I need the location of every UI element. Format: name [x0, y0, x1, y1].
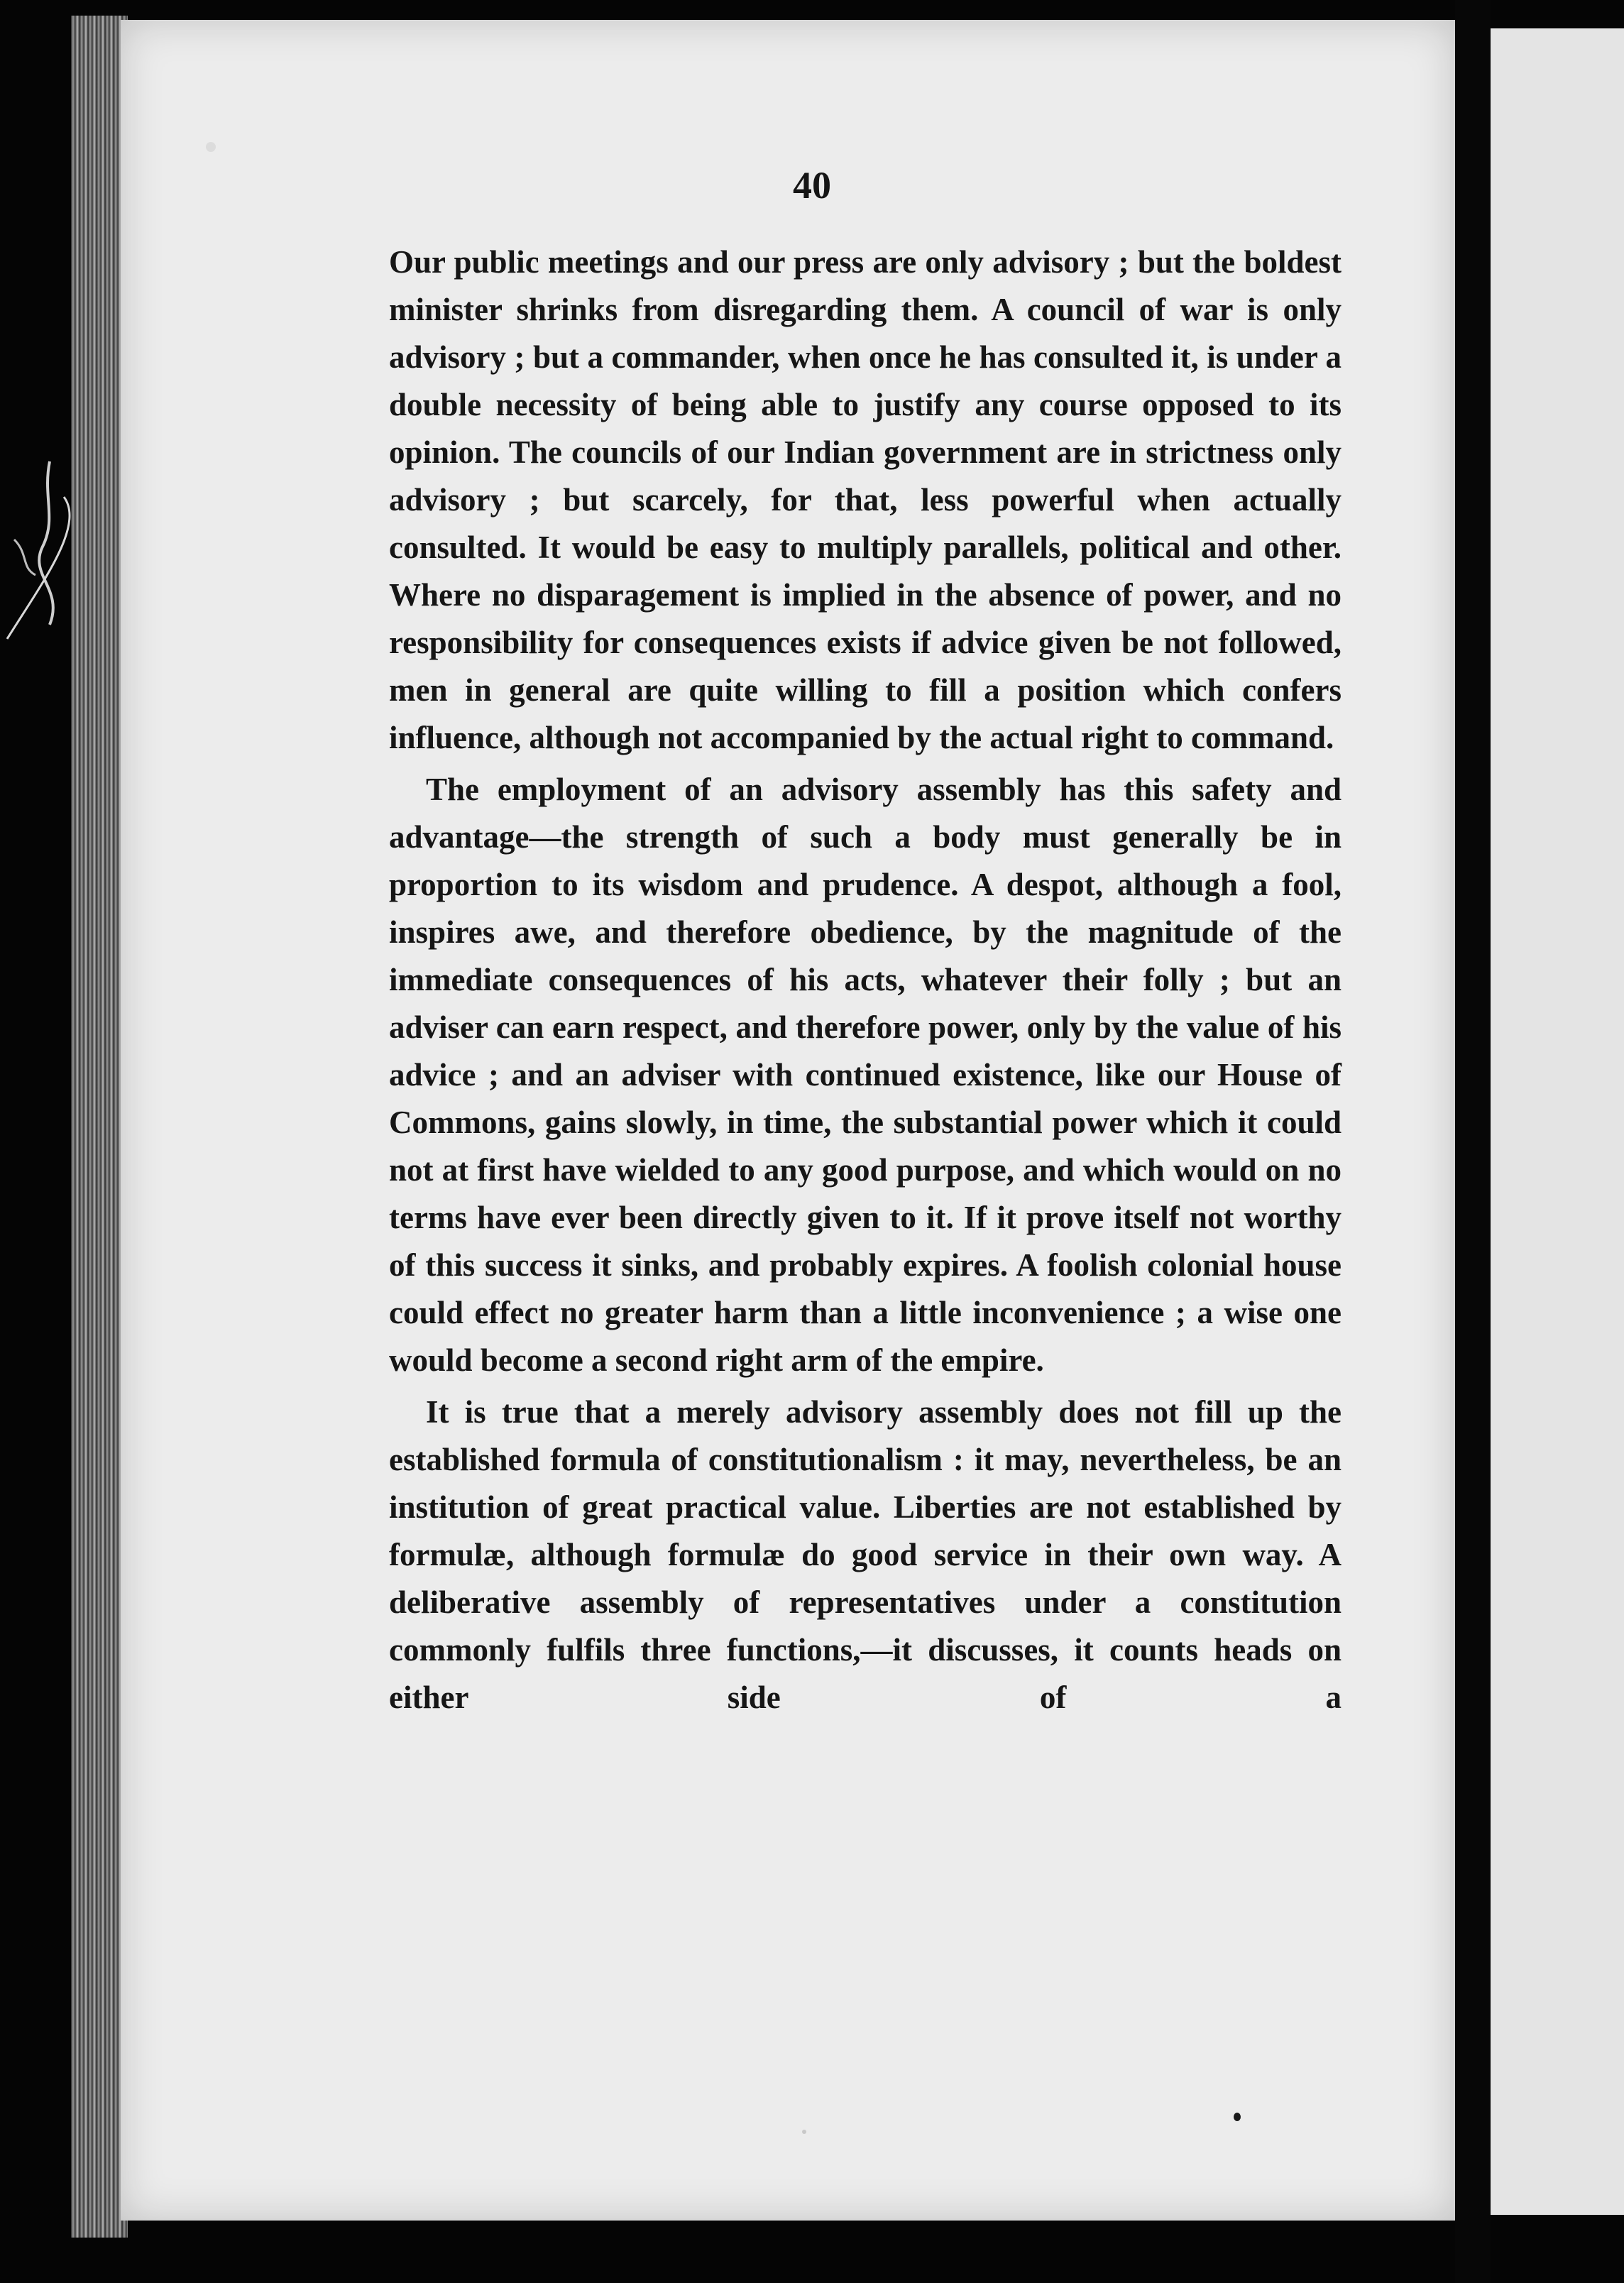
gutter-shadow: [1455, 0, 1491, 2283]
paper-speck: [206, 142, 216, 152]
margin-scribble-mark: [0, 454, 78, 667]
page-stack-edges: [71, 16, 128, 2238]
paragraph: It is true that a merely advisory assembly does not fill up the established formula of constitutionalism : it may, nevertheless, be an institution of great practical value. Liberties are not established by formulæ, although formulæ do good service in their own way. A deliberative assembly of representatives under a constitution commonly fulfils three functions,—it discusses, it counts heads on either side of a: [389, 1394, 1342, 1715]
paragraph: The employment of an advisory assembly has this safety and advantage—the strength of such a body must generally be in proportion to its wisdom and prudence. A despot, although a fool, inspires awe, and therefore obedience, by the magnitude of the immediate consequences of his acts, whatever their folly ; but an adviser can earn respect, and therefore power, only by the value of his advice ; and an adviser with continued existence, like our House of Commons, gains slowly, in time, the substantial power which it could not at first have wielded to any good purpose, and which would on no terms have ever been directly given to it. If it prove itself not worthy of this success it sinks, and probably expires. A foolish colonial house could effect no greater harm than a little inconvenience ; a wise one would become a second right arm of the empire.: [389, 772, 1342, 1378]
ink-dot: [1234, 2113, 1241, 2121]
page-number: 40: [793, 164, 831, 207]
facing-page-edge: [1491, 28, 1624, 2215]
paper-speck: [802, 2130, 806, 2134]
paragraph: Our public meetings and our press are only advisory ; but the boldest minister shrinks from disregarding them. A council of war is only advisory ; but a commander, when once he has consulted it, is under a double necessity of being able to justify any course opposed to its opinion. The councils of our Indian government are in strictness only advisory ; but scarcely, for that, less powerful when actually consulted. It would be easy to multiply parallels, political and other. Where no disparagement is implied in the absence of power, and no responsibility for consequences exists if advice given be not followed, men in general are quite willing to fill a position which confers influence, although not accompanied by the actual right to command.: [389, 244, 1342, 755]
body-text: [389, 239, 1342, 1726]
